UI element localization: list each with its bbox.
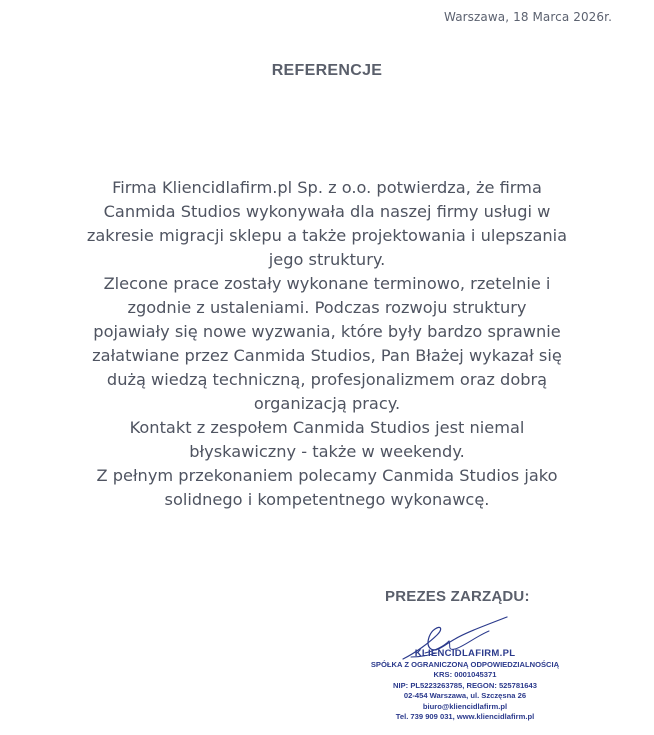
stamp-email: biuro@kliencidlafirm.pl <box>422 701 508 711</box>
document-title: REFERENCJE <box>271 62 383 79</box>
stamp-contact: Tel. 739 909 031, www.kliencidlafirm.pl <box>395 712 535 721</box>
stamp-nip-regon: NIP: PL5223263785, REGON: 525781643 <box>393 680 537 690</box>
body-line: organizacją pracy. <box>253 394 401 413</box>
stamp-address: 02-454 Warszawa, ul. Szczęsna 26 <box>403 691 527 700</box>
stamp-krs: KRS: 0001045371 <box>433 670 497 679</box>
reference-body <box>40 176 614 512</box>
date-line: Warszawa, 18 Marca 2026r. <box>444 10 612 24</box>
body-line: zgodnie z ustaleniami. Podczas rozwoju struktury <box>127 298 527 317</box>
company-stamp <box>345 605 585 733</box>
signer-title: PREZES ZARZĄDU: <box>385 588 530 605</box>
body-line: Canmida Studios wykonywała dla naszej firmy usługi w <box>103 202 551 221</box>
stamp-company: KLIENCIDLAFIRM.PL <box>414 648 516 659</box>
stamp-legal-form: SPÓŁKA Z OGRANICZONĄ ODPOWIEDZIALNOŚCIĄ <box>370 659 560 669</box>
body-line: pojawiały się nowe wyzwania, które były bardzo sprawnie <box>93 322 561 341</box>
body-line: solidnego i kompetentnego wykonawcę. <box>164 490 490 509</box>
body-line: jego struktury. <box>268 250 386 269</box>
body-line: zakresie migracji sklepu a także projektowania i ulepszania <box>86 226 568 245</box>
body-line: Firma Kliencidlafirm.pl Sp. z o.o. potwierdza, że firma <box>112 178 542 197</box>
body-line: dużą wiedzą techniczną, profesjonalizmem oraz dobrą <box>106 370 548 389</box>
body-line: błyskawiczny - także w weekendy. <box>189 442 465 461</box>
body-line: Kontakt z zespołem Canmida Studios jest niemal <box>129 418 525 437</box>
body-line: załatwiane przez Canmida Studios, Pan Błażej wykazał się <box>92 346 562 365</box>
body-line: Zlecone prace zostały wykonane terminowo, rzetelnie i <box>103 274 551 293</box>
body-line: Z pełnym przekonaniem polecamy Canmida Studios jako <box>96 466 558 485</box>
